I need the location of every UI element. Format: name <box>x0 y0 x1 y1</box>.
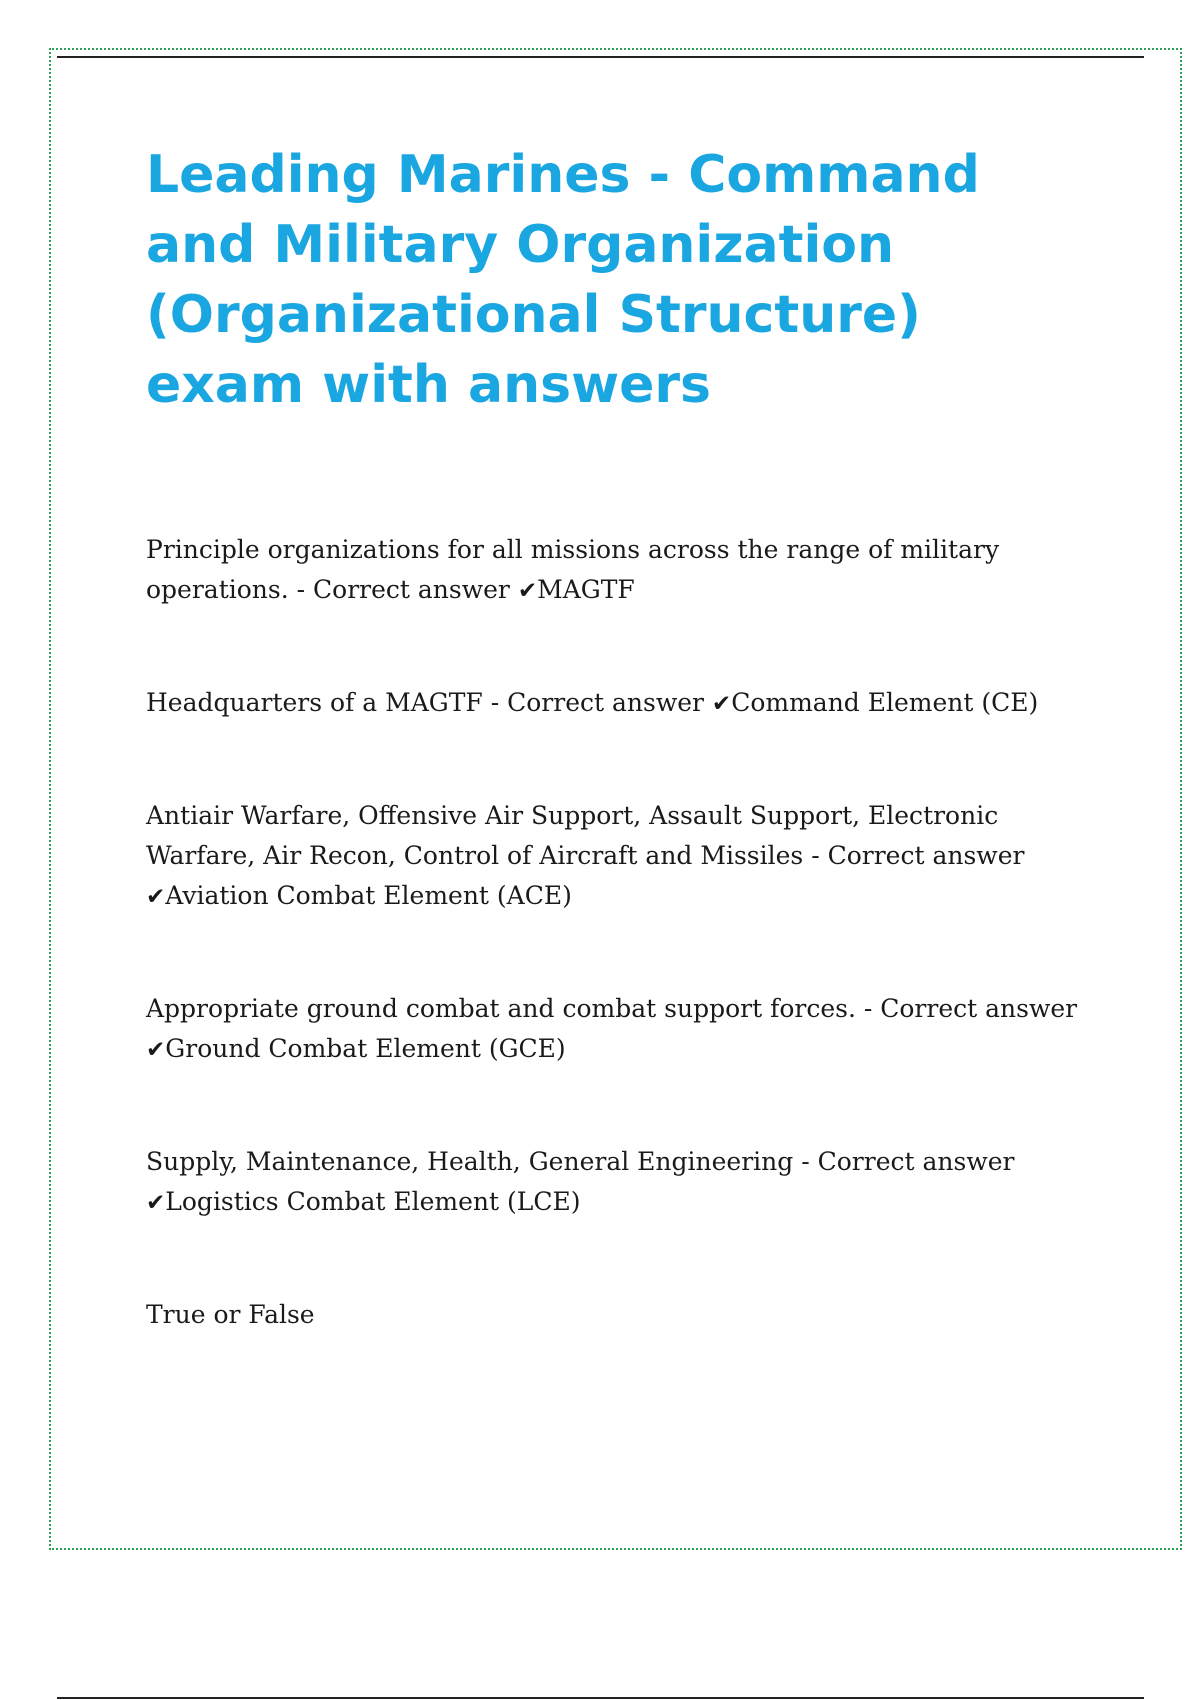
question-text: Principle organizations for all missions across the range of military operations. <box>146 535 1000 604</box>
answer-separator: - Correct answer <box>482 688 712 717</box>
qa-list <box>146 530 1086 1335</box>
answer-separator: - Correct answer <box>855 994 1078 1023</box>
qa-item <box>146 683 1086 724</box>
document-content <box>146 140 1086 1335</box>
document-title: Leading Marines - Command and Military Organization (Organizational Structure) exam with answers <box>146 145 980 415</box>
qa-item <box>146 1142 1086 1223</box>
top-rule <box>57 56 1144 58</box>
trailing-text: True or False <box>146 1300 315 1329</box>
answer-text: Aviation Combat Element (ACE) <box>165 881 572 910</box>
qa-item <box>146 989 1086 1070</box>
question-text: Appropriate ground combat and combat support forces. <box>146 994 856 1023</box>
answer-text: Ground Combat Element (GCE) <box>165 1034 566 1063</box>
question-text: Supply, Maintenance, Health, General Engineering <box>146 1147 794 1176</box>
bottom-rule <box>57 1697 1144 1699</box>
check-icon: ✔ <box>146 1190 166 1216</box>
check-icon: ✔ <box>146 884 166 910</box>
answer-text: Command Element (CE) <box>731 688 1039 717</box>
answer-text: Logistics Combat Element (LCE) <box>165 1187 581 1216</box>
check-icon: ✔ <box>517 578 538 604</box>
qa-item <box>146 530 1086 611</box>
answer-text: MAGTF <box>537 575 635 604</box>
answer-separator: - Correct answer <box>288 575 518 604</box>
question-text: Headquarters of a MAGTF <box>146 688 483 717</box>
check-icon: ✔ <box>146 1037 166 1063</box>
qa-item <box>146 796 1086 917</box>
answer-separator: - Correct answer <box>793 1147 1015 1176</box>
question-text: Antiair Warfare, Offensive Air Support, Assault Support, Electronic Warfare, Air Recon, Control of Aircraft and Missiles <box>146 801 999 870</box>
check-icon: ✔ <box>711 691 732 717</box>
answer-separator: - Correct answer <box>803 841 1025 870</box>
